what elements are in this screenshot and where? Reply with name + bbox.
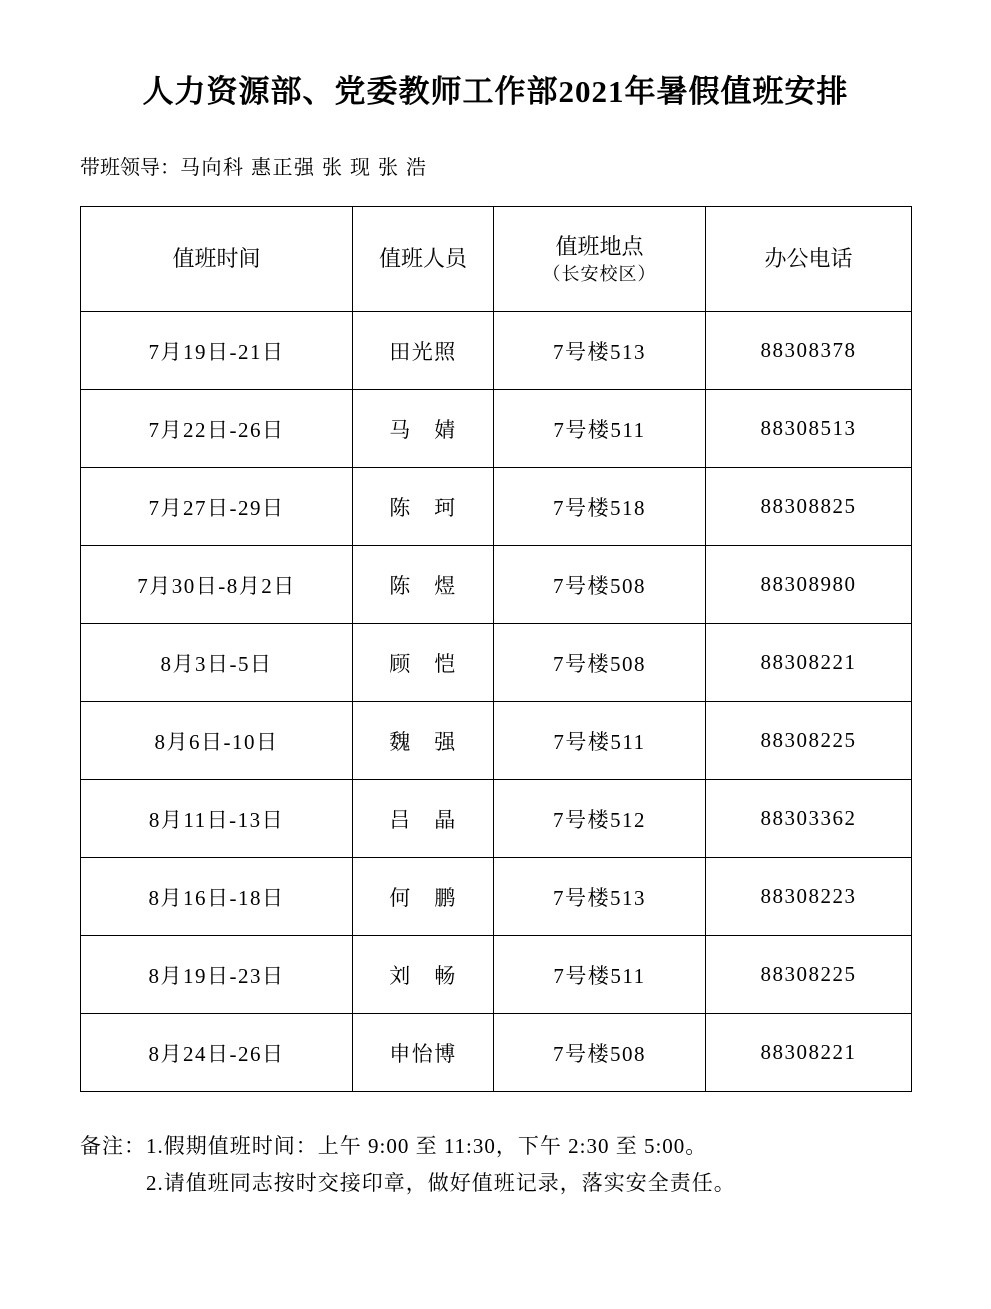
table-row [81, 624, 912, 702]
duty-table [80, 206, 912, 1092]
cell-person: 马 婧 [353, 390, 494, 468]
column-header-time: 值班时间 [81, 207, 353, 312]
cell-person: 吕 晶 [353, 780, 494, 858]
note-row-1 [80, 1128, 921, 1165]
table-row [81, 1014, 912, 1092]
cell-person: 刘 畅 [353, 936, 494, 1014]
cell-phone: 88308378 [706, 312, 912, 390]
cell-time: 8月24日-26日 [81, 1014, 353, 1092]
column-header-place-main: 值班地点 [555, 234, 644, 259]
note-row-2 [80, 1165, 921, 1202]
cell-time: 7月22日-26日 [81, 390, 353, 468]
cell-phone: 88308223 [706, 858, 912, 936]
notes-label: 备注： [80, 1134, 146, 1158]
column-header-place-sub: （长安校区） [542, 263, 657, 284]
cell-phone: 88308825 [706, 468, 912, 546]
table-row [81, 702, 912, 780]
cell-person: 何 鹏 [353, 858, 494, 936]
table-row [81, 858, 912, 936]
table-row [81, 780, 912, 858]
cell-time: 8月11日-13日 [81, 780, 353, 858]
note-item-1: 1.假期值班时间：上午 9:00 至 11:30，下午 2:30 至 5:00。 [146, 1134, 708, 1158]
cell-place: 7号楼508 [494, 1014, 706, 1092]
cell-phone: 88303362 [706, 780, 912, 858]
table-row [81, 936, 912, 1014]
cell-place: 7号楼508 [494, 546, 706, 624]
table-row [81, 312, 912, 390]
table-row [81, 390, 912, 468]
cell-time: 8月3日-5日 [81, 624, 353, 702]
cell-phone: 88308225 [706, 702, 912, 780]
duty-table-container [0, 180, 991, 1092]
leaders-label: 带班领导： [80, 157, 180, 179]
cell-time: 8月6日-10日 [81, 702, 353, 780]
cell-person: 魏 强 [353, 702, 494, 780]
cell-time: 8月19日-23日 [81, 936, 353, 1014]
cell-phone: 88308221 [706, 624, 912, 702]
cell-phone: 88308221 [706, 1014, 912, 1092]
cell-person: 陈 煜 [353, 546, 494, 624]
cell-place: 7号楼513 [494, 312, 706, 390]
cell-place: 7号楼511 [494, 936, 706, 1014]
column-header-phone: 办公电话 [706, 207, 912, 312]
cell-time: 8月16日-18日 [81, 858, 353, 936]
cell-phone: 88308225 [706, 936, 912, 1014]
cell-phone: 88308513 [706, 390, 912, 468]
cell-person: 顾 恺 [353, 624, 494, 702]
table-row [81, 546, 912, 624]
cell-place: 7号楼512 [494, 780, 706, 858]
cell-phone: 88308980 [706, 546, 912, 624]
notes-section [0, 1092, 991, 1202]
cell-place: 7号楼508 [494, 624, 706, 702]
leaders-line [0, 111, 991, 180]
note-item-2: 2.请值班同志按时交接印章，做好值班记录，落实安全责任。 [146, 1170, 736, 1195]
column-header-person: 值班人员 [353, 207, 494, 312]
cell-time: 7月30日-8月2日 [81, 546, 353, 624]
table-body [81, 312, 912, 1092]
table-header-row [81, 207, 912, 312]
cell-place: 7号楼513 [494, 858, 706, 936]
cell-person: 申怡博 [353, 1014, 494, 1092]
table-row [81, 468, 912, 546]
page-title: 人力资源部、党委教师工作部2021年暑假值班安排 [142, 74, 849, 109]
leaders-value: 马向科 惠正强 张 现 张 浩 [180, 157, 428, 179]
cell-place: 7号楼518 [494, 468, 706, 546]
cell-place: 7号楼511 [494, 702, 706, 780]
cell-time: 7月27日-29日 [81, 468, 353, 546]
table-header [81, 207, 912, 312]
cell-person: 陈 珂 [353, 468, 494, 546]
cell-person: 田光照 [353, 312, 494, 390]
cell-place: 7号楼511 [494, 390, 706, 468]
cell-time: 7月19日-21日 [81, 312, 353, 390]
column-header-place [494, 207, 706, 312]
